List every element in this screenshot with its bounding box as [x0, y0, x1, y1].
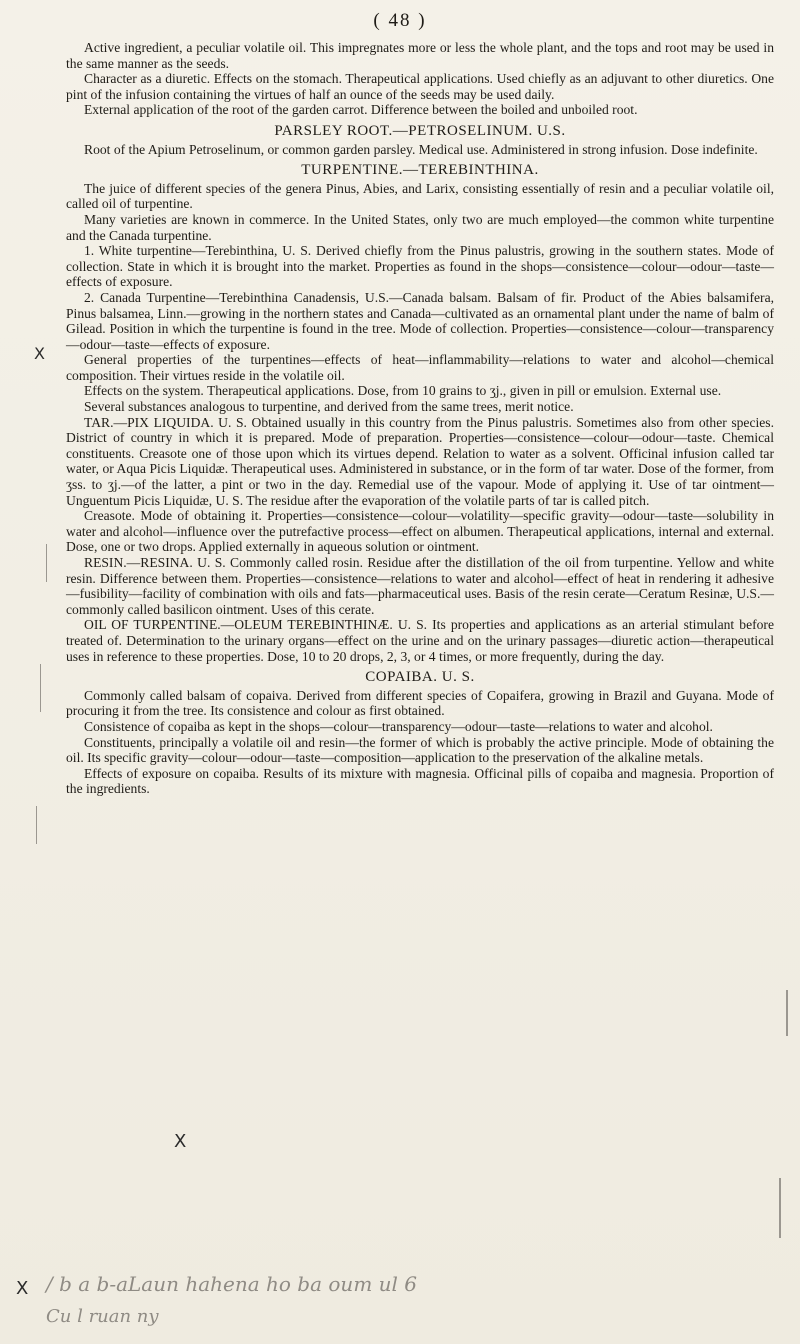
paragraph: Character as a diuretic. Effects on the stomach. Therapeutical applications. Used chiefly as an adjuvant to other diuretics. One pint of the infusion containing the virtues of half an ounce of the seeds may be used daily.	[66, 71, 774, 102]
footer-margin-mark: X	[16, 1278, 29, 1299]
paragraph: RESIN.—RESINA. U. S. Commonly called rosin. Residue after the distillation of the oil from turpentine. Yellow and white resin. Difference between them. Properties—consistence—relations to water and alcohol—effect of heat in rendering it adhesive—fusibility—facility of combination with oils and fats—pharmaceutical uses. Basis of the resin cerate—Ceratum Resinæ, U.S.—commonly called basilicon ointment. Uses of this cerate.	[66, 555, 774, 617]
paragraph: Constituents, principally a volatile oil and resin—the former of which is probably the active principle. Mode of obtaining the oil. Its specific gravity—colour—odour—taste—composition—application to the preservation of the alkaline metals.	[66, 734, 774, 766]
paragraph: External application of the root of the garden carrot. Difference between the boiled and unboiled root.	[84, 102, 638, 118]
page-number: ( 48 )	[373, 10, 427, 31]
page-body	[66, 40, 774, 797]
paragraph: 1. White turpentine—Terebinthina, U. S. Derived chiefly from the Pinus palustris, growing in the southern states. Mode of collection. State in which it is brought into the market. Properties as found in the shops—consistence—colour—odour—taste—effects of exposure.	[66, 243, 774, 290]
section-heading: PARSLEY ROOT.—PETROSELINUM. U.S.	[274, 122, 566, 139]
handwritten-note-line2: Cu l ruan ny	[46, 1306, 159, 1327]
paragraph: 2. Canada Turpentine—Terebinthina Canadensis, U.S.—Canada balsam. Balsam of fir. Product of the Abies balsamifera, Pinus balsamea, Linn.—growing in the northern states and Canada—cultivated as an ornamental plant under the name of balm of Gilead. Position in which the turpentine is found in the tree. Mode of collection. Properties—consistence—colour—transparency—odour—taste—effects of exposure.	[66, 289, 774, 352]
margin-stroke	[779, 1178, 781, 1238]
paragraph: Effects of exposure on copaiba. Results of its mixture with magnesia. Officinal pills of copaiba and magnesia. Proportion of the ingredients.	[66, 765, 774, 797]
pencil-stroke	[40, 664, 41, 712]
pencil-stroke	[46, 544, 47, 582]
paragraph: TAR.—PIX LIQUIDA. U. S. Obtained usually in this country from the Pinus palustris. Sometimes also from other species. District of country in which it is prepared. Mode of preparation. Properties—consistence—colour—odour—taste. Chemical constituents. Creasote one of those upon which its virtues depend. Relation to water as a solvent. Officinal infusion called tar water, or Aqua Picis Liquidæ. Therapeutical uses. Administered in substance, or in the form of tar water. Dose of the former, from ʒss. to ʒj.—of the latter, a pint or two in the day. Remedial use of the vapour. Mode of applying it. Use of tar ointment—Unguentum Picis Liquidæ, U. S. The residue after the evaporation of the volatile parts of tar is called pitch.	[66, 414, 774, 508]
paragraph: Root of the Apium Petroselinum, or common garden parsley. Medical use. Administered in strong infusion. Dose indefinite.	[84, 141, 758, 157]
paragraph: Commonly called balsam of copaiva. Derived from different species of Copaifera, growing in Brazil and Guyana. Mode of procuring it from the tree. Its consistence and colour as first obtained.	[66, 687, 774, 719]
paragraph: Several substances analogous to turpentine, and derived from the same trees, merit notice.	[84, 399, 574, 415]
paragraph: Consistence of copaiba as kept in the shops—colour—transparency—odour—taste—relations to water and alcohol.	[84, 718, 713, 734]
paragraph: Creasote. Mode of obtaining it. Properties—consistence—colour—volatility—specific gravity—odour—taste—solubility in water and alcohol—influence over the putrefactive process—effect on albumen. Therapeutical applications, internal and external. Dose, one or two drops. Applied externally in aqueous solution or ointment.	[66, 508, 774, 555]
paragraph: General properties of the turpentines—effects of heat—inflammability—relations to water and alcohol—chemical composition. Their virtues reside in the volatile oil.	[66, 352, 774, 383]
pencil-stroke	[36, 806, 37, 844]
paragraph: The juice of different species of the genera Pinus, Abies, and Larix, consisting essentially of resin and a peculiar volatile oil, called oil of turpentine.	[66, 180, 774, 212]
section-heading: COPAIBA. U. S.	[365, 669, 475, 686]
copaiba-margin-mark: X	[174, 1131, 187, 1152]
paragraph: Many varieties are known in commerce. In the United States, only two are much employed—the common white turpentine and the Canada turpentine.	[66, 211, 774, 243]
section-heading: TURPENTINE.—TEREBINTHINA.	[301, 162, 539, 179]
handwritten-note-line1: / b a b-aLaun hahena ho ba oum ul 6	[46, 1272, 417, 1296]
margin-stroke	[786, 990, 788, 1036]
turpentine-margin-mark: X	[34, 344, 45, 363]
paragraph: OIL OF TURPENTINE.—OLEUM TEREBINTHINÆ. U. S. Its properties and applications as an arterial stimulant before treated of. Determination to the urinary organs—effect on the urine and on the urinary passages—diuretic action—therapeutical uses in reference to these properties. Dose, 10 to 20 drops, 2, 3, or 4 times, or more frequently, during the day.	[66, 617, 774, 664]
paragraph: Active ingredient, a peculiar volatile oil. This impregnates more or less the whole plant, and the tops and root may be used in the same manner as the seeds.	[66, 40, 774, 71]
paragraph: Effects on the system. Therapeutical applications. Dose, from 10 grains to ʒj., given in pill or emulsion. External use.	[84, 383, 722, 399]
